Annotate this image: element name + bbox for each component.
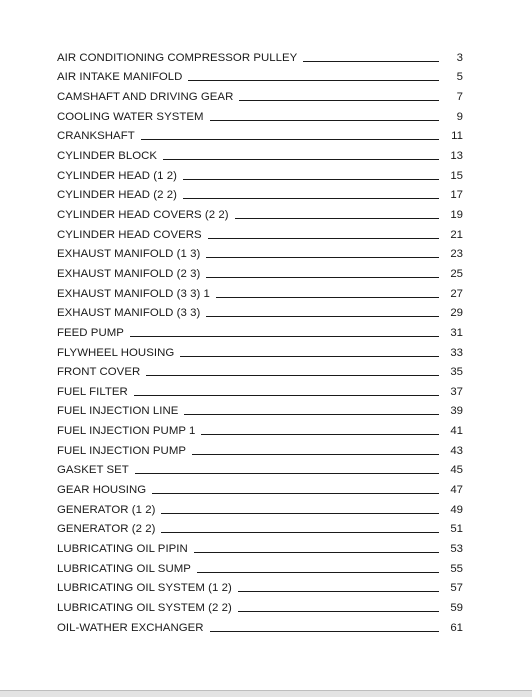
toc-entry[interactable]	[57, 104, 463, 124]
toc-entry[interactable]	[57, 320, 463, 340]
toc-leader-line	[206, 277, 439, 278]
toc-entry[interactable]	[57, 458, 463, 478]
toc-entry-title: COOLING WATER SYSTEM	[57, 110, 204, 123]
toc-leader-line	[206, 316, 439, 317]
toc-entry-title: GENERATOR (2 2)	[57, 523, 156, 536]
toc-entry-page-number: 49	[450, 503, 463, 516]
toc-leader-line	[183, 198, 439, 199]
toc-entry-title: EXHAUST MANIFOLD (3 3)	[57, 307, 201, 320]
toc-entry[interactable]	[57, 222, 463, 242]
toc-entry-title: GASKET SET	[57, 464, 129, 477]
toc-entry-page-number: 23	[450, 248, 463, 261]
toc-entry-title: CYLINDER HEAD COVERS (2 2)	[57, 208, 229, 221]
toc-entry[interactable]	[57, 360, 463, 380]
toc-entry-title: LUBRICATING OIL SYSTEM (2 2)	[57, 602, 232, 615]
toc-entry-page-number: 41	[450, 425, 463, 438]
toc-entry[interactable]	[57, 615, 463, 635]
toc-entry-title: AIR INTAKE MANIFOLD	[57, 71, 183, 84]
toc-entry-title: EXHAUST MANIFOLD (1 3)	[57, 248, 201, 261]
toc-leader-line	[238, 611, 439, 612]
toc-entry-page-number: 47	[450, 484, 463, 497]
toc-entry-page-number: 19	[450, 208, 463, 221]
toc-leader-line	[235, 218, 439, 219]
toc-entry-page-number: 3	[456, 51, 463, 64]
toc-leader-line	[194, 552, 439, 553]
toc-entry[interactable]	[57, 497, 463, 517]
toc-entry-title: GEAR HOUSING	[57, 484, 147, 497]
toc-entry[interactable]	[57, 124, 463, 144]
toc-leader-line	[183, 179, 439, 180]
toc-entry[interactable]	[57, 202, 463, 222]
toc-entry-page-number: 15	[450, 169, 463, 182]
toc-entry-title: AIR CONDITIONING COMPRESSOR PULLEY	[57, 51, 298, 64]
toc-entry-title: LUBRICATING OIL PIPIN	[57, 543, 188, 556]
toc-entry[interactable]	[57, 418, 463, 438]
toc-entry-page-number: 13	[450, 149, 463, 162]
toc-entry-title: FUEL INJECTION LINE	[57, 405, 179, 418]
toc-leader-line	[303, 61, 439, 62]
toc-entry-page-number: 31	[450, 326, 463, 339]
toc-leader-line	[210, 120, 439, 121]
toc-entry-page-number: 55	[450, 562, 463, 575]
toc-entry[interactable]	[57, 281, 463, 301]
toc-entry-title: EXHAUST MANIFOLD (3 3) 1	[57, 287, 210, 300]
toc-entry[interactable]	[57, 163, 463, 183]
toc-leader-line	[238, 591, 439, 592]
toc-leader-line	[180, 356, 439, 357]
toc-entry-title: CYLINDER HEAD (1 2)	[57, 169, 177, 182]
toc-entry[interactable]	[57, 576, 463, 596]
toc-entry-page-number: 51	[450, 523, 463, 536]
toc-entry-title: FUEL INJECTION PUMP 1	[57, 425, 196, 438]
toc-leader-line	[130, 336, 439, 337]
toc-leader-line	[208, 238, 439, 239]
toc-leader-line	[134, 395, 439, 396]
toc-entry-page-number: 39	[450, 405, 463, 418]
toc-entry[interactable]	[57, 438, 463, 458]
toc-entry-page-number: 9	[456, 110, 463, 123]
toc-entry-title: FRONT COVER	[57, 366, 141, 379]
toc-entry[interactable]	[57, 143, 463, 163]
toc-entry-page-number: 33	[450, 346, 463, 359]
toc-entry[interactable]	[57, 261, 463, 281]
toc-entry[interactable]	[57, 65, 463, 85]
toc-entry-page-number: 37	[450, 385, 463, 398]
toc-entry[interactable]	[57, 45, 463, 65]
toc-entry-title: FEED PUMP	[57, 326, 124, 339]
toc-entry-page-number: 21	[450, 228, 463, 241]
toc-leader-line	[239, 100, 439, 101]
toc-entry[interactable]	[57, 477, 463, 497]
toc-entry-title: FUEL FILTER	[57, 385, 128, 398]
toc-entry-title: CYLINDER HEAD COVERS	[57, 228, 202, 241]
table-of-contents	[57, 45, 463, 635]
toc-entry-page-number: 35	[450, 366, 463, 379]
toc-leader-line	[184, 414, 439, 415]
toc-entry[interactable]	[57, 536, 463, 556]
toc-leader-line	[201, 434, 439, 435]
toc-entry-page-number: 59	[450, 602, 463, 615]
toc-entry[interactable]	[57, 301, 463, 321]
toc-leader-line	[188, 80, 439, 81]
toc-entry-title: CYLINDER BLOCK	[57, 149, 158, 162]
toc-entry-page-number: 57	[450, 582, 463, 595]
toc-leader-line	[163, 159, 439, 160]
toc-entry-title: LUBRICATING OIL SYSTEM (1 2)	[57, 582, 232, 595]
toc-entry-title: CAMSHAFT AND DRIVING GEAR	[57, 90, 234, 103]
toc-entry-title: LUBRICATING OIL SUMP	[57, 562, 191, 575]
toc-entry[interactable]	[57, 183, 463, 203]
toc-entry-page-number: 53	[450, 543, 463, 556]
toc-entry-page-number: 45	[450, 464, 463, 477]
toc-entry-title: GENERATOR (1 2)	[57, 503, 156, 516]
toc-entry-page-number: 27	[450, 287, 463, 300]
toc-entry-page-number: 43	[450, 444, 463, 457]
toc-leader-line	[210, 631, 439, 632]
toc-entry[interactable]	[57, 517, 463, 537]
toc-entry-page-number: 29	[450, 307, 463, 320]
toc-leader-line	[146, 375, 439, 376]
toc-entry-title: OIL-WATHER EXCHANGER	[57, 621, 204, 634]
toc-entry-title: CYLINDER HEAD (2 2)	[57, 189, 177, 202]
toc-entry-page-number: 25	[450, 267, 463, 280]
toc-entry-title: FLYWHEEL HOUSING	[57, 346, 175, 359]
toc-leader-line	[161, 513, 439, 514]
toc-entry[interactable]	[57, 379, 463, 399]
toc-leader-line	[135, 473, 439, 474]
toc-entry-title: FUEL INJECTION PUMP	[57, 444, 186, 457]
toc-entry-title: EXHAUST MANIFOLD (2 3)	[57, 267, 201, 280]
toc-entry[interactable]	[57, 556, 463, 576]
toc-entry-page-number: 17	[450, 189, 463, 202]
toc-entry-page-number: 7	[456, 90, 463, 103]
toc-entry-page-number: 61	[450, 621, 463, 634]
toc-entry[interactable]	[57, 84, 463, 104]
toc-entry[interactable]	[57, 595, 463, 615]
toc-leader-line	[161, 532, 439, 533]
toc-leader-line	[192, 454, 439, 455]
toc-leader-line	[141, 139, 439, 140]
toc-entry-page-number: 5	[456, 71, 463, 84]
toc-entry[interactable]	[57, 399, 463, 419]
toc-leader-line	[216, 297, 439, 298]
toc-leader-line	[206, 257, 439, 258]
toc-entry-title: CRANKSHAFT	[57, 130, 135, 143]
toc-leader-line	[197, 572, 439, 573]
toc-leader-line	[152, 493, 439, 494]
toc-entry[interactable]	[57, 340, 463, 360]
toc-entry-page-number: 11	[451, 130, 463, 143]
toc-entry[interactable]	[57, 242, 463, 262]
